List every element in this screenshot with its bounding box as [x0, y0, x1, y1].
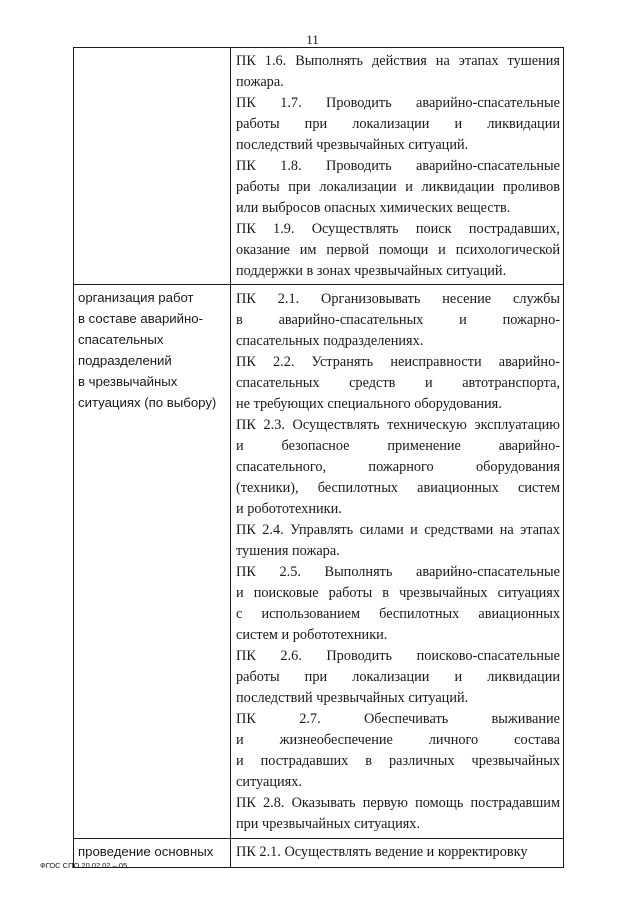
- competency-text-line: последствий чрезвычайных ситуаций.: [236, 690, 469, 706]
- competency-text-line: работы при локализации и ликвидации проливов: [236, 179, 560, 195]
- competency-text-line: ПК 2.7. Обеспечивать выживание: [236, 711, 560, 727]
- activity-text-line: в составе аварийно-: [78, 311, 204, 326]
- competency-text-line: работы при локализации и ликвидации: [236, 669, 560, 685]
- competency-text-line: ПК 1.6. Выполнять действия на этапах тушения: [236, 53, 560, 69]
- competency-item: [231, 562, 563, 646]
- competency-text-line: ПК 2.1. Организовывать несение службы: [236, 291, 560, 307]
- table-row: [74, 839, 564, 868]
- competency-item: [231, 709, 563, 793]
- footer-document-code: ФГОС СПО 20.02.02 – 05: [40, 861, 128, 870]
- competency-text-line: ПК 2.5. Выполнять аварийно-спасательные: [236, 564, 560, 580]
- competency-text-line: ПК 2.1. Осуществлять ведение и корректировку: [236, 844, 528, 860]
- competency-text-line: работы при локализации и ликвидации: [236, 116, 560, 132]
- competency-text-line: и поисковые работы в чрезвычайных ситуациях: [236, 585, 560, 601]
- competency-item: [231, 289, 563, 352]
- activity-cell: [74, 48, 231, 285]
- competency-text-line: оказание им первой помощи и психологической: [236, 242, 560, 258]
- competency-text-line: ПК 2.6. Проводить поисково-спасательные: [236, 648, 560, 664]
- competency-text-line: спасательного, пожарного оборудования: [236, 459, 560, 475]
- competency-text-line: систем и робототехники.: [236, 627, 388, 643]
- competencies-cell: [231, 285, 564, 839]
- activity-text-line: проведение основных: [78, 844, 214, 859]
- competency-text-line: пожара.: [236, 74, 284, 90]
- activity-text-line: организация работ: [78, 290, 194, 305]
- activity-text-line: ситуациях (по выбору): [78, 395, 217, 410]
- competencies-cell: [231, 839, 564, 868]
- table-row: [74, 285, 564, 839]
- activity-text-line: подразделений: [78, 353, 172, 368]
- activity-cell: [74, 285, 231, 839]
- competency-text-line: и безопасное применение аварийно-: [236, 438, 560, 454]
- competency-table: [73, 47, 564, 868]
- competency-text-line: с использованием беспилотных авиационных: [236, 606, 560, 622]
- competency-text-line: последствий чрезвычайных ситуаций.: [236, 137, 469, 153]
- page-number: 11: [306, 32, 319, 47]
- competency-text-line: или выбросов опасных химических веществ.: [236, 200, 511, 216]
- competency-item: [231, 520, 563, 562]
- competency-text-line: ПК 1.8. Проводить аварийно-спасательные: [236, 158, 560, 174]
- competency-text-line: спасательных средств и автотранспорта,: [236, 375, 560, 391]
- competency-text-line: ПК 1.7. Проводить аварийно-спасательные: [236, 95, 560, 111]
- competency-item: [231, 415, 563, 520]
- competency-text-line: (техники), беспилотных авиационных систем: [236, 480, 560, 496]
- competencies-cell: [231, 48, 564, 285]
- competency-text-line: и робототехники.: [236, 501, 342, 517]
- competency-item: [231, 93, 563, 156]
- competency-text-line: спасательных подразделениях.: [236, 333, 424, 349]
- activity-text-line: спасательных: [78, 332, 164, 347]
- competency-item: [231, 352, 563, 415]
- competency-text-line: в аварийно-спасательных и пожарно-: [236, 312, 560, 328]
- competency-item: [231, 219, 563, 282]
- competency-text-line: тушения пожара.: [236, 543, 340, 559]
- competency-text-line: при чрезвычайных ситуациях.: [236, 816, 421, 832]
- competency-text-line: и пострадавших в различных чрезвычайных: [236, 753, 560, 769]
- competency-item: [231, 646, 563, 709]
- competency-item: [231, 156, 563, 219]
- competency-item: [231, 793, 563, 835]
- competency-text-line: и жизнеобеспечение личного состава: [236, 732, 560, 748]
- competency-item: [231, 51, 563, 93]
- competency-text-line: поддержки в зонах чрезвычайных ситуаций.: [236, 263, 507, 279]
- competency-text-line: не требующих специального оборудования.: [236, 396, 502, 412]
- activity-text-line: в чрезвычайных: [78, 374, 178, 389]
- competency-text-line: ПК 2.2. Устранять неисправности аварийно-: [236, 354, 560, 370]
- competency-item: [231, 842, 563, 863]
- competency-text-line: ситуациях.: [236, 774, 302, 790]
- table-row: [74, 48, 564, 285]
- competency-text-line: ПК 2.3. Осуществлять техническую эксплуатацию: [236, 417, 560, 433]
- competency-text-line: ПК 1.9. Осуществлять поиск пострадавших,: [236, 221, 560, 237]
- competency-text-line: ПК 2.4. Управлять силами и средствами на этапах: [236, 522, 560, 538]
- competency-text-line: ПК 2.8. Оказывать первую помощь пострадавшим: [236, 795, 560, 811]
